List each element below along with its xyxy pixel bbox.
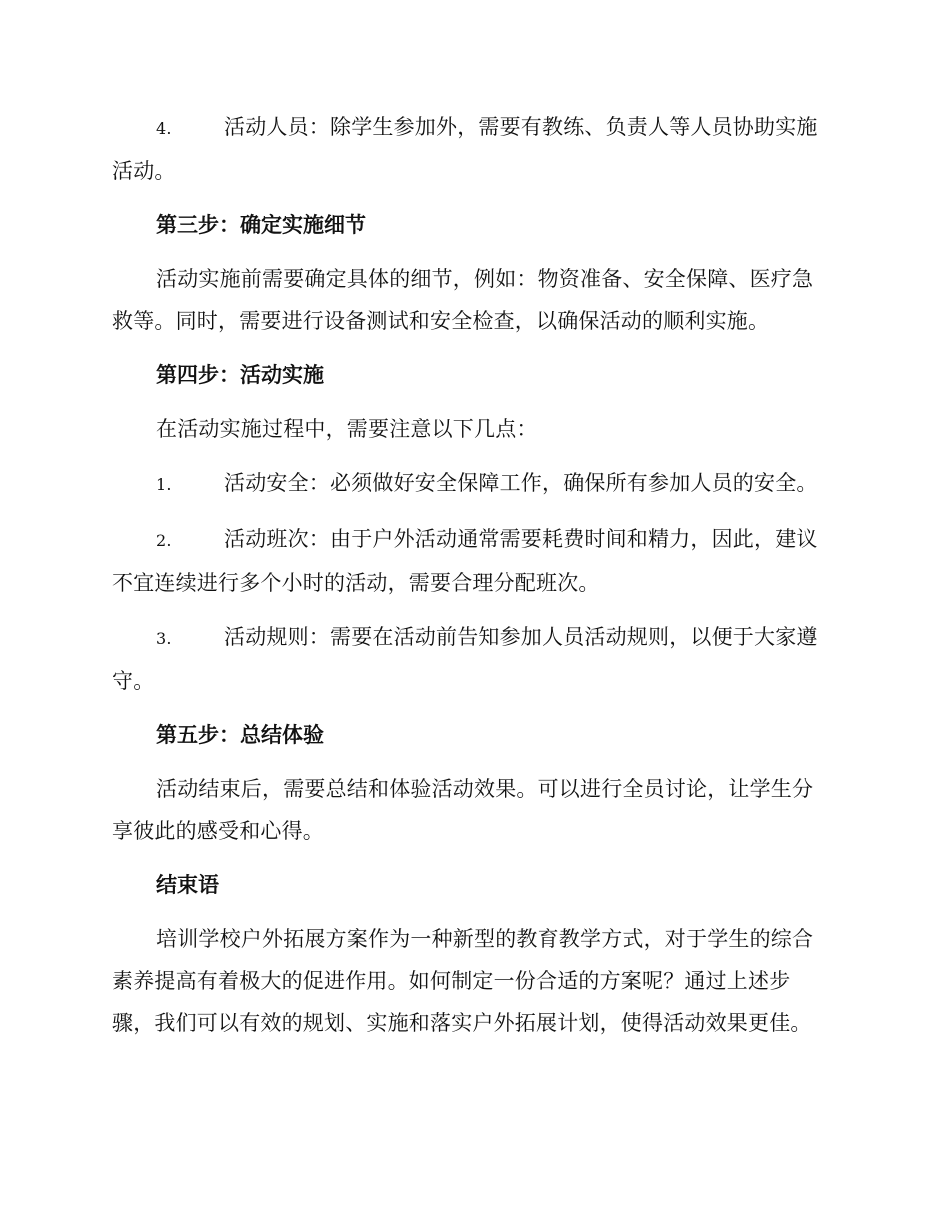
paragraph-step3: 活动实施前需要确定具体的细节，例如：物资准备、安全保障、医疗急救等。同时，需要进行设备测试和安全检查，以确保活动的顺利实施。 (112, 267, 814, 333)
section-heading-step4: 第四步：活动实施 (156, 363, 324, 387)
list-number: 4. (156, 119, 172, 138)
section-heading-conclusion: 结束语 (156, 873, 219, 897)
list-item-4 (112, 106, 832, 192)
list-item-text: 活动班次：由于户外活动通常需要耗费时间和精力，因此，建议不宜连续进行多个小时的活动，需要合理分配班次。 (112, 527, 818, 595)
list-number: 3. (156, 629, 172, 648)
list-number: 2. (156, 531, 172, 550)
paragraph-step4-intro: 在活动实施过程中，需要注意以下几点： (156, 417, 538, 441)
document-body (112, 106, 832, 1056)
list-item-text: 活动规则：需要在活动前告知参加人员活动规则，以便于大家遵守。 (112, 625, 818, 693)
list-item-3 (112, 616, 832, 702)
section-heading-step3: 第三步：确定实施细节 (156, 213, 366, 237)
paragraph-conclusion: 培训学校户外拓展方案作为一种新型的教育教学方式，对于学生的综合素养提高有着极大的促进作用。如何制定一份合适的方案呢？通过上述步骤，我们可以有效的规划、实施和落实户外拓展计划，使得活动效果更佳。 (112, 927, 814, 1035)
list-item-text: 活动人员：除学生参加外，需要有教练、负责人等人员协助实施活动。 (112, 115, 818, 183)
list-item-1 (112, 462, 832, 506)
section-heading-step5: 第五步：总结体验 (156, 723, 324, 747)
list-number: 1. (156, 475, 172, 494)
list-item-text: 活动安全：必须做好安全保障工作，确保所有参加人员的安全。 (224, 471, 818, 495)
paragraph-step5: 活动结束后，需要总结和体验活动效果。可以进行全员讨论，让学生分享彼此的感受和心得。 (112, 777, 814, 843)
list-item-2 (112, 518, 832, 604)
